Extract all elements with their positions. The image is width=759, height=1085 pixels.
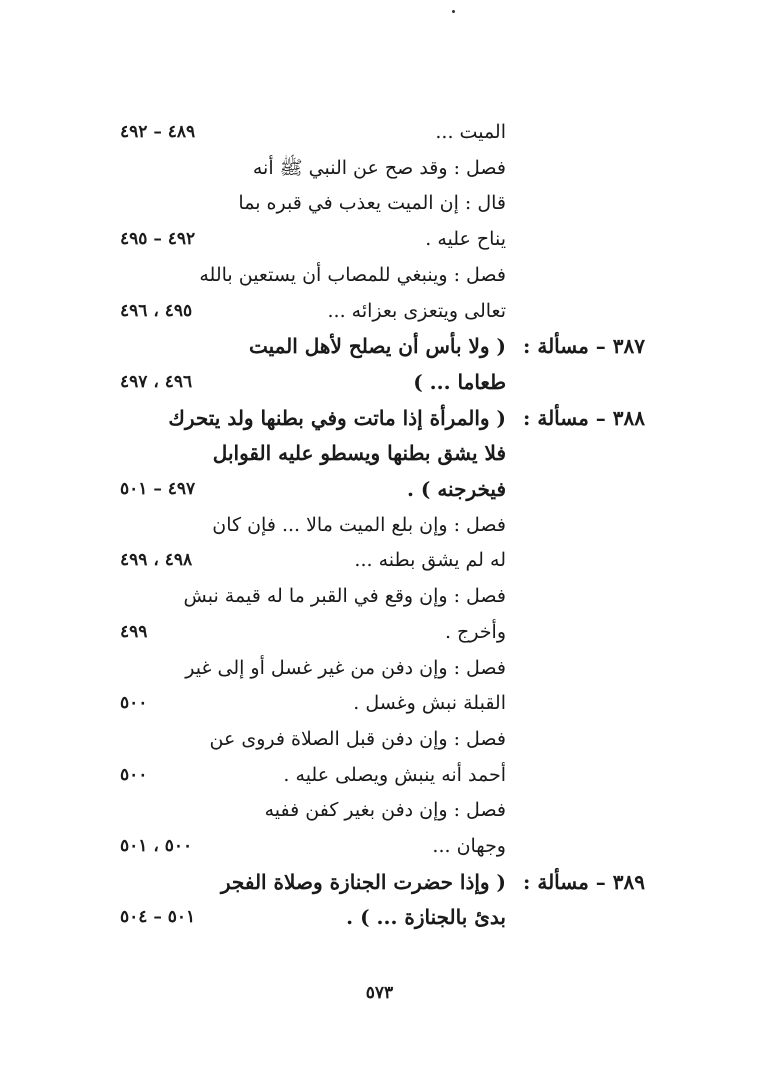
index-line [0,650,759,686]
page-range: ٤٩٦ ، ٤٩٧ [120,372,193,392]
index-line [0,614,759,650]
masala-text: طعاما ... ) [413,370,506,394]
page-range: ٤٩٧ – ٥٠١ [120,479,196,499]
index-line [0,221,759,257]
index-line [0,364,759,400]
page-range: ٤٩٩ [120,622,148,642]
index-line [0,185,759,221]
entry-text: فصل : وإن وقع في القبر ما له قيمة نبش [183,585,506,607]
page-range: ٤٩٢ – ٤٩٥ [120,229,196,249]
masala-text: فيخرجنه ) . [406,477,506,501]
entry-text: قال : إن الميت يعذب في قبره بما [238,192,506,214]
index-line [0,864,759,900]
entry-text: فصل : وقد صح عن النبي ﷺ أنه [252,157,506,179]
entry-text: فصل : وإن دفن بغير كفن ففيه [264,799,506,821]
index-line [0,685,759,721]
page-range: ٤٩٨ ، ٤٩٩ [120,550,193,570]
entry-text: فصل : وإن بلع الميت مالا ... فإن كان [212,514,506,536]
page-speck [452,10,455,13]
entry-text: تعالى ويتعزى بعزائه ... [327,300,506,322]
entry-text: فصل : وإن دفن قبل الصلاة فروى عن [209,728,506,750]
index-line [0,542,759,578]
index-line [0,721,759,757]
page-range: ٥٠١ – ٥٠٤ [120,907,196,927]
index-line [0,578,759,614]
index-line [0,435,759,471]
page-range: ٥٠٠ [120,765,148,785]
index-line [0,792,759,828]
entry-text: القبلة نبش وغسل . [353,692,506,714]
entry-text: له لم يشق بطنه ... [354,549,506,571]
index-line [0,114,759,150]
index-line [0,828,759,864]
masala-label: ٣٨٧ – مسألة : [523,334,645,358]
entry-text: فصل : وإن دفن من غير غسل أو إلى غير [185,657,506,679]
masala-text: بدئ بالجنازة ... ) . [346,905,506,929]
entry-text: فصل : وينبغي للمصاب أن يستعين بالله [199,264,506,286]
masala-label: ٣٨٩ – مسألة : [523,870,645,894]
entry-text: الميت ... [435,121,506,143]
page-range: ٤٩٥ ، ٤٩٦ [120,301,193,321]
page-range: ٥٠٠ [120,693,148,713]
page-number: ٥٧٣ [365,983,394,1003]
index-line [0,257,759,293]
page-range: ٤٨٩ – ٤٩٢ [120,122,196,142]
entry-text: يناح عليه . [425,228,506,250]
entry-text: وأخرج . [444,621,506,643]
index-line [0,471,759,507]
index-line [0,328,759,364]
entry-text: أحمد أنه ينبش ويصلى عليه . [283,764,506,786]
index-line [0,293,759,329]
masala-text: ( وإذا حضرت الجنازة وصلاة الفجر [220,870,506,894]
masala-text: ( ولا بأس أن يصلح لأهل الميت [248,334,506,358]
index-line [0,507,759,543]
index-line [0,400,759,436]
index-line [0,757,759,793]
entry-text: وجهان ... [432,835,506,857]
page-range: ٥٠٠ ، ٥٠١ [120,836,193,856]
masala-text: ( والمرأة إذا ماتت وفي بطنها ولد يتحرك [168,406,506,430]
index-line [0,899,759,935]
masala-text: فلا يشق بطنها ويسطو عليه القوابل [212,441,506,465]
masala-label: ٣٨٨ – مسألة : [523,406,645,430]
index-line [0,150,759,186]
